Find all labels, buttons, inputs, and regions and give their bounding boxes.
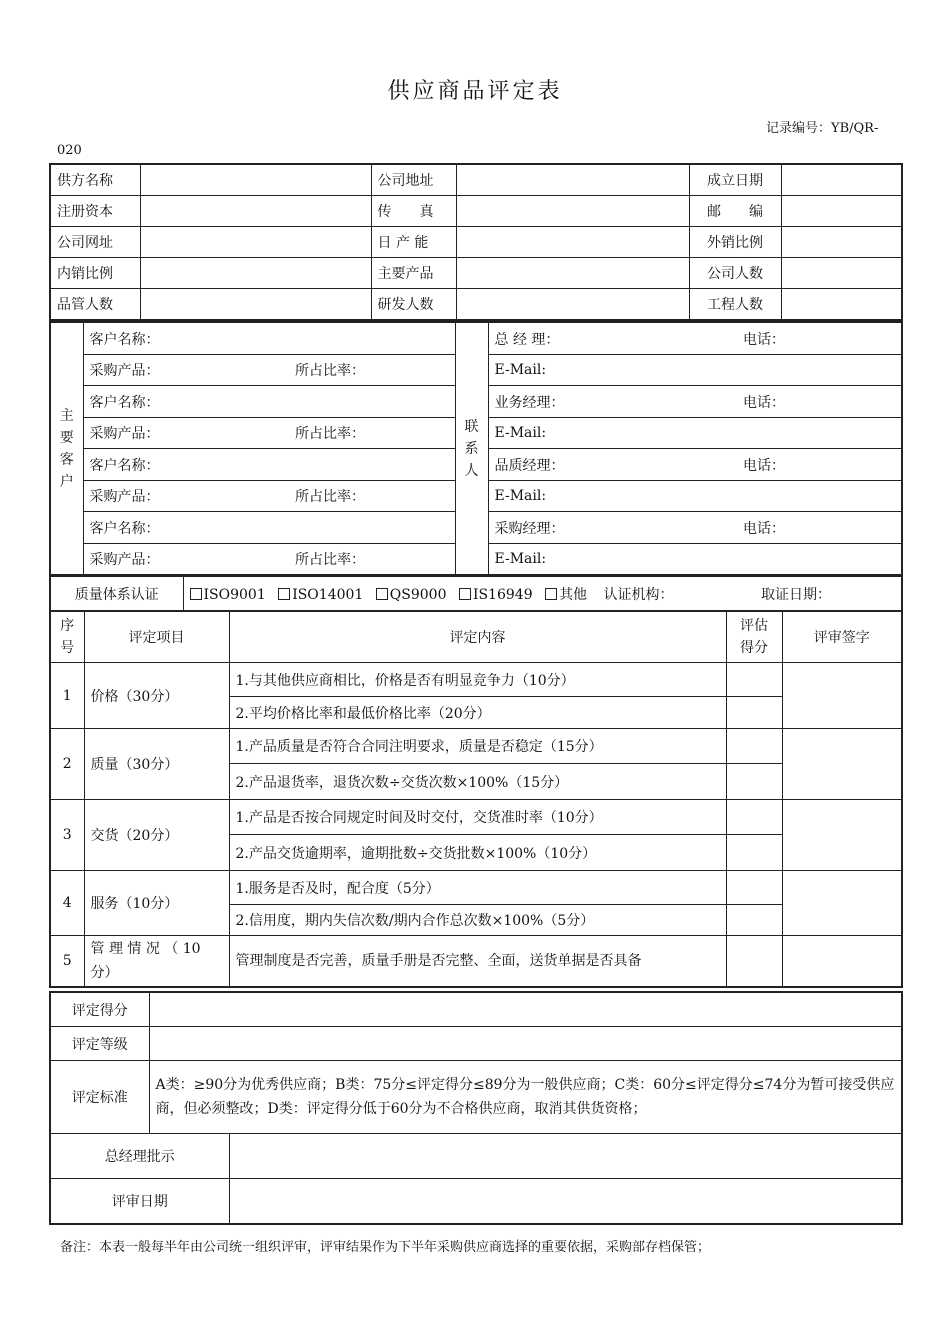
label-founded-date: 成立日期 (689, 164, 781, 196)
eval-content-4-1: 1.服务是否及时，配合度（5分） (229, 871, 726, 905)
score-label: 评定得分 (50, 992, 149, 1027)
input-company-address[interactable] (456, 164, 689, 196)
label-engineer-headcount: 工程人数 (689, 289, 781, 321)
label-rd-headcount: 研发人数 (371, 289, 456, 321)
customer-name-1[interactable]: 客户名称： (83, 322, 455, 355)
evaluation-table (49, 610, 903, 988)
input-main-products[interactable] (456, 258, 689, 289)
label-qc-headcount: 品管人数 (50, 289, 140, 321)
label-supplier-name: 供方名称 (50, 164, 140, 196)
eval-content-1-1: 1.与其他供应商相比，价格是否有明显竞争力（10分） (229, 663, 726, 697)
contact-sales[interactable]: 业务经理： 电话： (488, 386, 902, 418)
purchase-product-3[interactable]: 采购产品： 所占比率： (83, 481, 455, 512)
eval-item-4: 服务（10分） (84, 871, 229, 936)
eval-score-4-2[interactable] (726, 905, 782, 936)
input-registered-capital[interactable] (140, 196, 371, 227)
record-number: 记录编号：YB/QR- (766, 121, 879, 136)
quality-system-label: 质量体系认证 (50, 576, 183, 611)
input-founded-date[interactable] (781, 164, 902, 196)
checkbox-qs9000[interactable]: QS9000 (376, 587, 447, 603)
eval-content-3-2: 2.产品交货逾期率，逾期批数÷交货批数×100%（10分） (229, 835, 726, 871)
eval-score-4-1[interactable] (726, 871, 782, 905)
header-seq: 序号 (50, 611, 84, 663)
review-date-input[interactable] (229, 1179, 902, 1225)
label-postcode: 邮 编 (689, 196, 781, 227)
eval-signature-3[interactable] (782, 800, 902, 871)
eval-item-1: 价格（30分） (84, 663, 229, 729)
grade-label: 评定等级 (50, 1027, 149, 1061)
input-export-ratio[interactable] (781, 227, 902, 258)
eval-score-1-1[interactable] (726, 663, 782, 697)
contact-purchasing[interactable]: 采购经理： 电话： (488, 512, 902, 544)
eval-signature-4[interactable] (782, 871, 902, 936)
cert-date-field[interactable]: 取证日期： (761, 586, 831, 603)
label-company-address: 公司地址 (371, 164, 456, 196)
customer-contact-table (49, 321, 903, 576)
eval-item-2: 质量（30分） (84, 729, 229, 800)
contact-purchasing-email[interactable]: E-Mail: (488, 544, 902, 576)
purchase-product-4[interactable]: 采购产品： 所占比率： (83, 544, 455, 576)
eval-signature-1[interactable] (782, 663, 902, 729)
eval-content-2-2: 2.产品退货率，退货次数÷交货次数×100%（15分） (229, 764, 726, 800)
eval-score-3-2[interactable] (726, 835, 782, 871)
customer-name-3[interactable]: 客户名称： (83, 449, 455, 481)
contact-gm-email[interactable]: E-Mail: (488, 355, 902, 386)
purchase-product-2[interactable]: 采购产品： 所占比率： (83, 418, 455, 449)
checkbox-other[interactable]: 其他 (545, 587, 587, 603)
gm-approval-label: 总经理批示 (50, 1134, 229, 1179)
checkbox-iso14001[interactable]: ISO14001 (278, 587, 363, 603)
input-qc-headcount[interactable] (140, 289, 371, 321)
quality-system-options (183, 576, 902, 611)
supplier-info-table (49, 163, 903, 321)
checkbox-iso9001[interactable]: ISO9001 (190, 587, 266, 603)
contacts-label: 联系人 (455, 322, 488, 575)
label-company-headcount: 公司人数 (689, 258, 781, 289)
cert-body-field[interactable]: 认证机构： (603, 586, 674, 603)
input-company-headcount[interactable] (781, 258, 902, 289)
input-daily-capacity[interactable] (456, 227, 689, 258)
eval-no-5: 5 (50, 936, 84, 988)
eval-content-2-1: 1.产品质量是否符合合同注明要求，质量是否稳定（15分） (229, 729, 726, 764)
label-domestic-ratio: 内销比例 (50, 258, 140, 289)
customer-name-4[interactable]: 客户名称： (83, 512, 455, 544)
input-supplier-name[interactable] (140, 164, 371, 196)
label-export-ratio: 外销比例 (689, 227, 781, 258)
contact-quality[interactable]: 品质经理： 电话： (488, 449, 902, 481)
checkbox-is16949[interactable]: IS16949 (459, 587, 533, 603)
customer-name-2[interactable]: 客户名称： (83, 386, 455, 418)
review-date-label: 评审日期 (50, 1179, 229, 1225)
input-rd-headcount[interactable] (456, 289, 689, 321)
quality-system-table (49, 575, 903, 612)
standard-label: 评定标准 (50, 1061, 149, 1134)
main-customers-label: 主要客户 (50, 322, 83, 575)
grade-input[interactable] (149, 1027, 902, 1061)
label-daily-capacity: 日 产 能 (371, 227, 456, 258)
eval-content-4-2: 2.信用度，期内失信次数/期内合作总次数×100%（5分） (229, 905, 726, 936)
header-signature: 评审签字 (782, 611, 902, 663)
eval-score-2-2[interactable] (726, 764, 782, 800)
input-postcode[interactable] (781, 196, 902, 227)
eval-item-3: 交货（20分） (84, 800, 229, 871)
eval-score-3-1[interactable] (726, 800, 782, 835)
input-fax[interactable] (456, 196, 689, 227)
eval-signature-2[interactable] (782, 729, 902, 800)
footer-note: 备注：本表一般每半年由公司统一组织评审，评审结果作为下半年采购供应商选择的重要依据，采购部存档保管； (60, 1240, 711, 1255)
eval-no-1: 1 (50, 663, 84, 729)
label-website: 公司网址 (50, 227, 140, 258)
eval-no-4: 4 (50, 871, 84, 936)
input-engineer-headcount[interactable] (781, 289, 902, 321)
record-number-suffix: 020 (57, 143, 82, 158)
score-input[interactable] (149, 992, 902, 1027)
gm-approval-input[interactable] (229, 1134, 902, 1179)
eval-signature-5[interactable] (782, 936, 902, 988)
eval-no-3: 3 (50, 800, 84, 871)
summary-table (49, 991, 903, 1225)
input-domestic-ratio[interactable] (140, 258, 371, 289)
header-score: 评估得分 (726, 611, 782, 663)
eval-score-5-1[interactable] (726, 936, 782, 988)
eval-content-3-1: 1.产品是否按合同规定时间及时交付，交货准时率（10分） (229, 800, 726, 835)
eval-content-5-1: 管理制度是否完善，质量手册是否完整、全面，送货单据是否具备 (229, 936, 726, 988)
eval-no-2: 2 (50, 729, 84, 800)
purchase-product-1[interactable]: 采购产品： 所占比率： (83, 355, 455, 386)
header-content: 评定内容 (229, 611, 726, 663)
input-website[interactable] (140, 227, 371, 258)
contact-gm[interactable]: 总 经 理： 电话： (488, 322, 902, 355)
label-registered-capital: 注册资本 (50, 196, 140, 227)
eval-item-5: 管 理 情 况 （ 10 分） (84, 936, 229, 988)
standard-text: A类：≥90分为优秀供应商；B类：75分≤评定得分≤89分为一般供应商；C类：60分≤评定得分≤74分为暂可接受供应商，但必须整改；D类：评定得分低于60分为不合格供应商，取消其供货资格； (149, 1061, 902, 1134)
eval-score-1-2[interactable] (726, 697, 782, 729)
contact-quality-email[interactable]: E-Mail: (488, 481, 902, 512)
page-title: 供应商品评定表 (387, 79, 563, 104)
contact-sales-email[interactable]: E-Mail: (488, 418, 902, 449)
eval-content-1-2: 2.平均价格比率和最低价格比率（20分） (229, 697, 726, 729)
label-fax: 传 真 (371, 196, 456, 227)
header-item: 评定项目 (84, 611, 229, 663)
label-main-products: 主要产品 (371, 258, 456, 289)
eval-score-2-1[interactable] (726, 729, 782, 764)
